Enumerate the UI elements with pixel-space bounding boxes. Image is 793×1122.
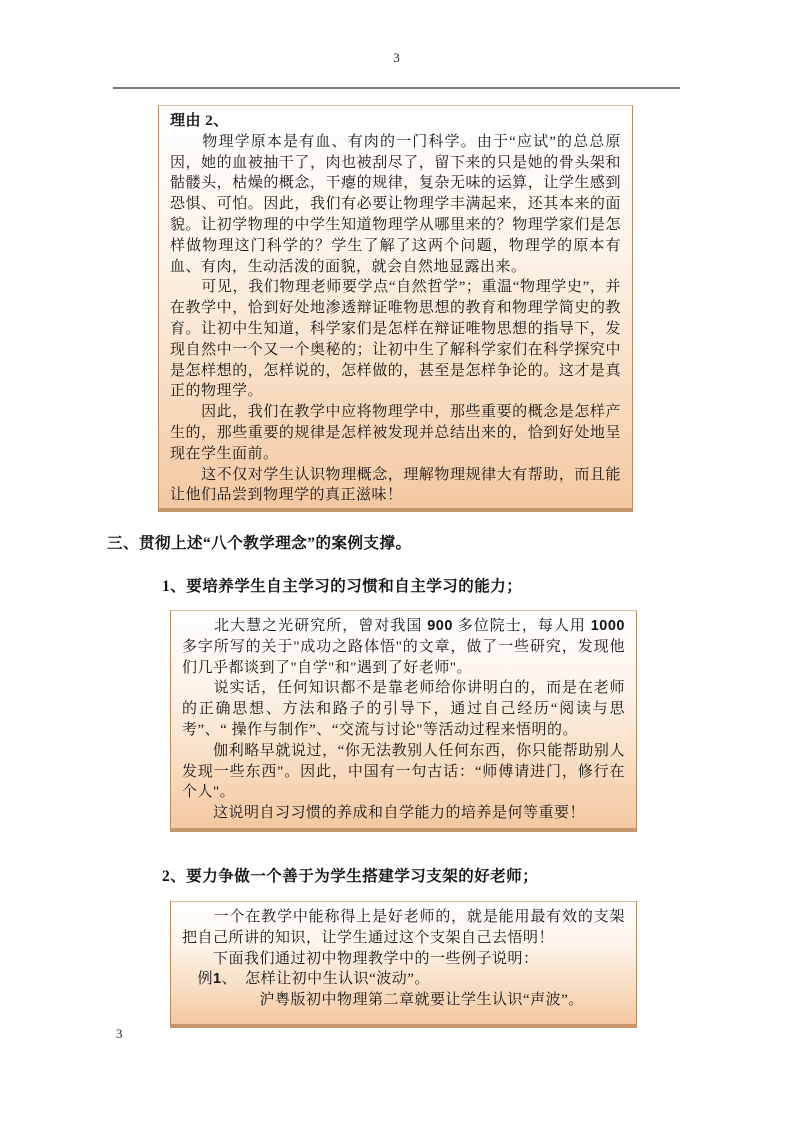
header-divider xyxy=(113,87,680,89)
paragraph: 下面我们通过初中物理教学中的一些例子说明： xyxy=(182,950,539,967)
textbox-scaffolding-body xyxy=(182,907,625,1011)
paragraph: 北大慧之光研究所，曾对我国 900 多位院士，每人用 1000 多字所写的关于"成功之路体悟"的文章，做了一些研究，发现他们几乎都谈到了"自学"和"遇到了好老师"。 xyxy=(182,618,625,676)
textbox-reason2-body xyxy=(170,132,621,506)
paragraph: 沪粤版初中物理第二章就要让学生认识“声波”。 xyxy=(182,992,584,1009)
paragraph: 可见，我们物理老师要学点“自然哲学”；重温“物理学史”，并在教学中，恰到好处地渗透辩证唯物思想的教育和物理学简史的教育。让初中生知道，科学家们是怎样在辩证唯物思想的指导下，发现自然中一个又一个奥秘的；让初中生了解科学家们在科学探究中是怎样想的，怎样说的，怎样做的，甚至是怎样争论的。这才是真正的物理学。 xyxy=(170,279,621,400)
textbox-reason2-title: 理由 2、 xyxy=(170,113,229,129)
textbox-self-learning-body xyxy=(182,616,625,824)
textbox-scaffolding xyxy=(170,901,637,1028)
paragraph: 物理学原本是有血、有肉的一门科学。由于“应试”的总总原因，她的血被抽干了，肉也被刮尽了，留下来的只是她的骨头架和骷髅头，枯燥的概念，干瘪的规律，复杂无味的运算，让学生感到恐惧、可怕。因此，我们有必要让物理学丰满起来，还其本来的面貌。让初学物理的中学生知道物理学从哪里来的？物理学家们是怎样做物理这门科学的？学生了解了这两个问题，物理学的原本有血、有肉，生动活泼的面貌，就会自然地显露出来。 xyxy=(170,133,621,275)
header-page-number: 3 xyxy=(393,50,400,65)
paragraph: 这说明自习习惯的养成和自学能力的培养是何等重要！ xyxy=(182,805,586,822)
paragraph: 一个在教学中能称得上是好老师的，就是能用最有效的支架把自己所讲的知识，让学生通过这个支架自己去悟明！ xyxy=(182,909,625,946)
paragraph: 因此，我们在教学中应将物理学中，那些重要的概念是怎样产生的，那些重要的规律是怎样被发现并总结出来的，恰到好处地呈现在学生面前。 xyxy=(170,404,621,462)
textbox-reason2 xyxy=(158,105,633,512)
section-heading-three: 三、贯彻上述“八个教学理念”的案例支撑。 xyxy=(107,535,412,552)
item-heading-1: 1、要培养学生自主学习的习惯和自主学习的能力； xyxy=(162,578,523,595)
paragraph: 例1、 怎样让初中生认识“波动”。 xyxy=(182,971,430,988)
paragraph: 伽利略早就说过，“你无法教别人任何东西，你只能帮助别人发现一些东西"。因此，中国有一句古话：“师傅请进门，修行在个人"。 xyxy=(182,742,625,801)
footer-page-number: 3 xyxy=(116,1026,123,1041)
item-heading-2: 2、要力争做一个善于为学生搭建学习支架的好老师； xyxy=(162,868,539,885)
paragraph: 说实话，任何知识都不是靠老师给你讲明白的，而是在老师的正确思想、方法和路子的引导下，通过自己经历“阅读与思考”、“ 操作与制作”、“交流与讨论"等活动过程来悟明的。 xyxy=(182,680,625,738)
textbox-self-learning xyxy=(170,610,637,832)
paragraph: 这不仅对学生认识物理概念，理解物理规律大有帮助，而且能让他们品尝到物理学的真正滋味！ xyxy=(170,466,621,504)
